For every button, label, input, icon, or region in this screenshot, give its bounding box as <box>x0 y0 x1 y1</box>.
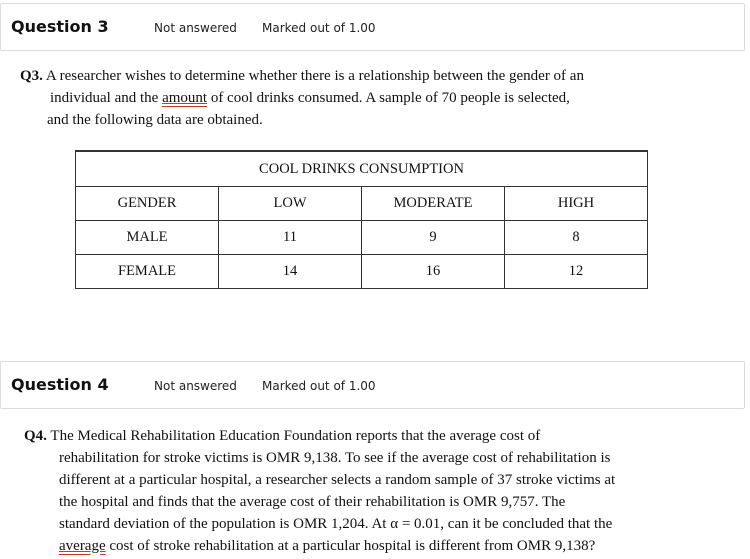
question-4-text <box>24 425 615 557</box>
table-row <box>76 255 648 289</box>
table-row <box>76 221 648 255</box>
question-4-line-2: rehabilitation for stroke victims is OMR 9,138. To see if the average cost of rehabilitation is <box>59 450 611 466</box>
table-cell: 12 <box>505 255 648 289</box>
question-4-title: Question 4 <box>11 375 109 394</box>
question-3-line-3: and the following data are obtained. <box>47 112 263 128</box>
question-3-marks: Marked out of 1.00 <box>262 21 376 35</box>
table-header-row <box>76 187 648 221</box>
question-4-line-5: standard deviation of the population is OMR 1,204. At α = 0.01, can it be concluded that the <box>59 516 613 532</box>
question-3-title: Question 3 <box>11 17 109 36</box>
header-cell: GENDER <box>76 187 219 221</box>
table-cell: MALE <box>76 221 219 255</box>
table-cell: 9 <box>362 221 505 255</box>
question-3-label: Q3. <box>20 68 43 84</box>
cool-drinks-table <box>75 150 648 289</box>
question-3-line-1: Q3. A researcher wishes to determine whether there is a relationship between the gender of an <box>20 68 584 84</box>
table-group-header: COOL DRINKS CONSUMPTION <box>76 152 648 187</box>
question-3-status: Not answered <box>154 21 237 35</box>
spell-marked-word: amount <box>162 90 208 106</box>
table-cell: FEMALE <box>76 255 219 289</box>
question-3-text <box>20 65 584 131</box>
question-3-line-2: individual and the amount of cool drinks consumed. A sample of 70 people is selected, <box>50 90 570 106</box>
question-4-line-3: different at a particular hospital, a researcher selects a random sample of 37 stroke victims at <box>59 472 616 488</box>
table-cell: 16 <box>362 255 505 289</box>
header-cell: MODERATE <box>362 187 505 221</box>
question-4-line-6: average cost of stroke rehabilitation at a particular hospital is different from OMR 9,138? <box>59 538 596 554</box>
question-4-header <box>0 361 745 409</box>
question-4-label: Q4. <box>24 428 47 444</box>
header-cell: HIGH <box>505 187 648 221</box>
spell-marked-word: average <box>59 538 106 554</box>
question-4-marks: Marked out of 1.00 <box>262 379 376 393</box>
table-cell: 8 <box>505 221 648 255</box>
table-cell: 11 <box>219 221 362 255</box>
question-4-status: Not answered <box>154 379 237 393</box>
question-3-header <box>0 3 745 51</box>
header-cell: LOW <box>219 187 362 221</box>
table-cell: 14 <box>219 255 362 289</box>
question-4-line-1: Q4. The Medical Rehabilitation Education Foundation reports that the average cost of <box>24 428 541 444</box>
question-4-line-4: the hospital and finds that the average cost of their rehabilitation is OMR 9,757. The <box>59 494 566 510</box>
